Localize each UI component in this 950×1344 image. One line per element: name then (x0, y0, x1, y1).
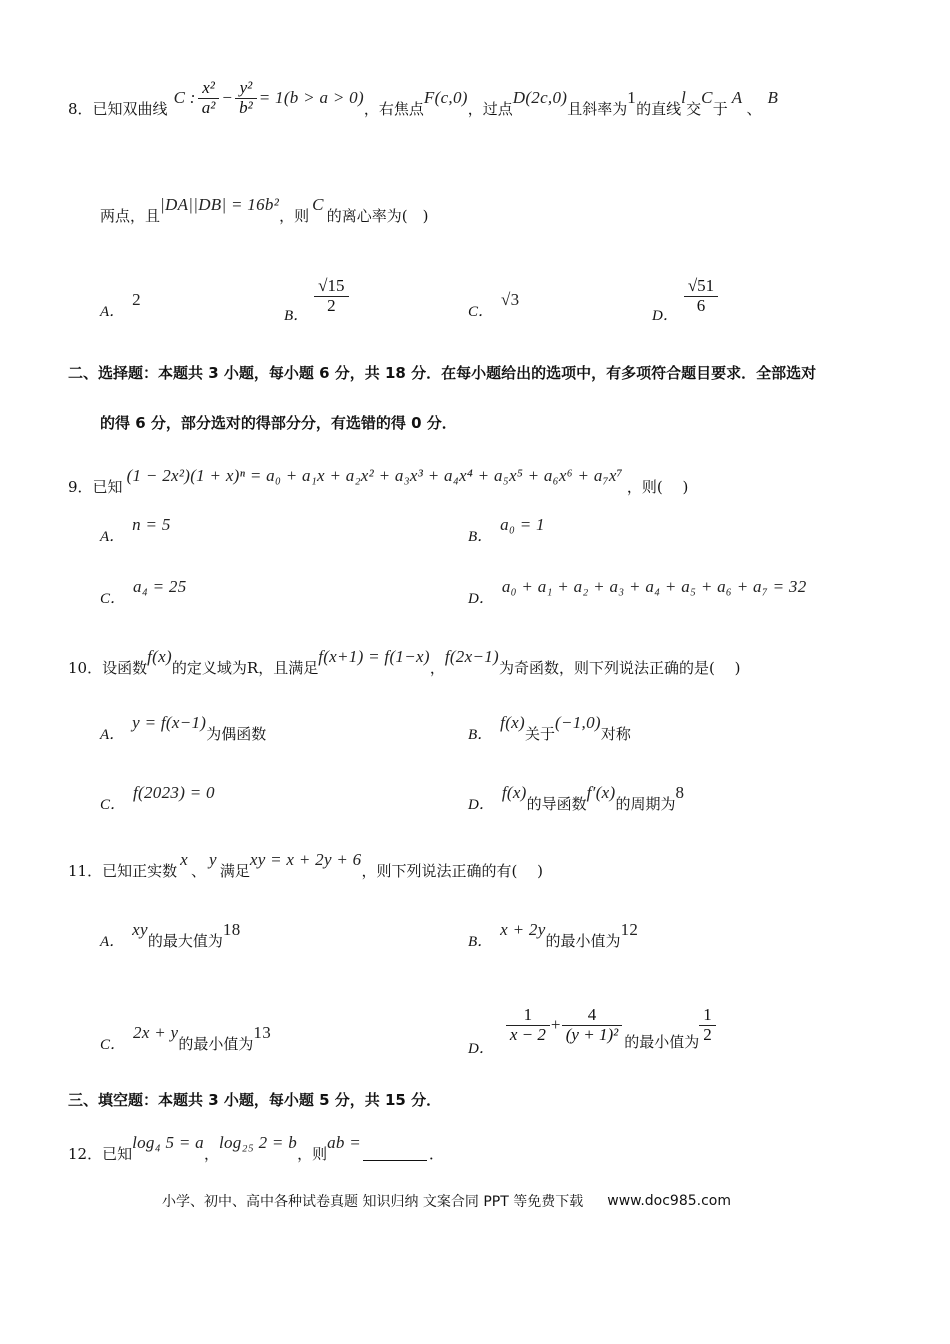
option-label: B． (468, 933, 493, 950)
q8-option-b[interactable] (284, 266, 347, 326)
option-label: C． (100, 1036, 126, 1053)
q11-text: 、 (190, 861, 206, 880)
q12-stem (68, 1133, 445, 1168)
option-label: D． (468, 590, 494, 607)
q12-text: 已知 (102, 1144, 133, 1163)
q12-text: ． (429, 1144, 445, 1163)
option-text: 的导函数 (526, 794, 587, 813)
q8-eq-frac2-den: b² (239, 97, 253, 117)
q8-hyperbola-eq (174, 79, 364, 117)
q8-question: 的离心率为( ) (326, 206, 429, 225)
option-math: f′(x) (586, 783, 616, 802)
option-math: 13 (253, 1023, 272, 1042)
q8-curve-c: C (701, 88, 713, 107)
option-label: B． (284, 307, 309, 324)
q11-math: y (208, 850, 217, 869)
q8-text: 已知双曲线 (92, 99, 168, 118)
section2-line1: 二、选择题：本题共 3 小题，每小题 6 分，共 18 分．在每小题给出的选项中，有多项符合题目要求．全部选对 (68, 363, 817, 382)
option-value: a₀ + a₁ + a₂ + a₃ + a₄ + a₅ + a₆ + a₇ = 32 (501, 577, 807, 596)
q8-option-a[interactable] (100, 290, 141, 330)
option-text: 对称 (600, 724, 631, 743)
fraction-num: √15 (318, 275, 345, 295)
fraction-den: x − 2 (509, 1024, 546, 1044)
option-math: f(2023) = 0 (133, 783, 215, 802)
option-text: 的周期为 (615, 794, 676, 813)
q11-option-c[interactable] (100, 1023, 272, 1058)
section2-heading (68, 360, 816, 384)
q8-slope: 1 (627, 88, 637, 107)
option-math: f(x) (501, 783, 527, 802)
q9-expansion-eq: (1 − 2x²)(1 + x)ⁿ = a₀ + a₁x + a₂x² + a₃x³ + a₄x⁴ + a₅x⁵ + a₆x⁶ + a₇x⁷ (126, 466, 623, 485)
option-math: + (550, 1015, 561, 1034)
option-label: B． (468, 528, 493, 545)
option-label: C． (468, 303, 494, 320)
option-fraction (686, 277, 716, 315)
q9-stem (68, 468, 688, 504)
option-math: xy (132, 920, 148, 939)
q11-question: ，则下列说法正确的有( ) (361, 861, 543, 880)
option-math: 12 (620, 920, 639, 939)
option-text: 关于 (524, 724, 555, 743)
option-label: A． (100, 303, 125, 320)
q8-text: 且斜率为 (567, 99, 628, 118)
q8-text: 交 (686, 99, 702, 118)
section2-line2: 的得 6 分，部分选对的得部分分，有选错的得 0 分． (100, 413, 457, 432)
q9-question: ，则( ) (626, 477, 689, 496)
q11-number: 11． (68, 861, 103, 880)
fraction-den: 2 (327, 295, 336, 315)
q8-text: ，过点 (467, 99, 513, 118)
q8-line1 (68, 78, 778, 138)
fraction-den: 6 (696, 295, 706, 315)
q8-point-a: A (731, 88, 743, 107)
q11-option-a[interactable] (100, 920, 241, 955)
q10-option-a[interactable] (100, 713, 267, 748)
q10-option-c[interactable] (100, 783, 215, 818)
q8-eq-frac1-num: x² (202, 77, 215, 97)
option-label: A． (100, 726, 125, 743)
fraction-den: (y + 1)² (565, 1024, 619, 1044)
option-value: a₄ = 25 (133, 577, 187, 596)
q10-text: 的定义域为R，且满足 (171, 658, 319, 677)
q8-eq-rhs: = 1(b > a > 0) (258, 88, 364, 107)
q12-math: log₄ 5 = a (132, 1133, 204, 1152)
q10-text: ， (429, 658, 445, 677)
q8-eq-frac2 (237, 79, 255, 117)
answer-blank[interactable] (363, 1146, 427, 1161)
q8-text: 于 (712, 99, 728, 118)
q10-question: 为奇函数，则下列说法正确的是( ) (499, 658, 741, 677)
option-math: x + 2y (500, 920, 546, 939)
q10-text: 设函数 (102, 658, 148, 677)
option-text: 的最小值为 (545, 931, 621, 950)
q9-option-c[interactable] (100, 577, 187, 612)
section2-heading-cont (100, 410, 457, 434)
q8-point-b: B (767, 88, 779, 107)
option-label: D． (468, 1040, 494, 1057)
q11-text: 满足 (219, 861, 250, 880)
q8-text: 两点，且 (100, 206, 161, 225)
q12-math: ab = (327, 1133, 361, 1152)
section3-text: 三、填空题：本题共 3 小题，每小题 5 分，共 15 分． (68, 1090, 442, 1109)
q8-focus: F(c,0) (423, 88, 468, 107)
q8-product-condition: |DA||DB| = 16b² (160, 195, 280, 214)
option-label: C． (100, 796, 126, 813)
option-value: a₀ = 1 (500, 515, 545, 534)
q10-number: 10． (68, 658, 103, 677)
q8-eq-frac1-den: a² (201, 97, 216, 117)
option-fraction (701, 1006, 714, 1044)
q8-curve-c: C (312, 195, 324, 214)
footer-text: 小学、初中、高中各种试卷真题 知识归纳 文案合同 PPT 等免费下载 (162, 1194, 584, 1210)
fraction-num: 4 (587, 1004, 597, 1024)
q8-number: 8． (68, 99, 93, 118)
option-label: C． (100, 590, 126, 607)
option-math: 18 (222, 920, 241, 939)
fraction-num: √51 (687, 275, 715, 295)
q8-text: ，则 (279, 206, 310, 225)
q9-option-d[interactable] (468, 577, 807, 612)
q10-option-d[interactable] (468, 783, 685, 818)
q8-option-c[interactable] (468, 290, 519, 330)
q10-stem (68, 647, 741, 684)
option-text: 的最小值为 (178, 1034, 254, 1053)
option-label: A． (100, 528, 125, 545)
option-text: 为偶函数 (206, 724, 267, 743)
option-text: 的最小值为 (624, 1032, 700, 1051)
q8-line2 (100, 195, 429, 230)
option-label: B． (468, 726, 493, 743)
option-math: 8 (675, 783, 685, 802)
q10-math: f(x+1) = f(1−x) (318, 647, 430, 666)
section3-heading (68, 1087, 441, 1111)
fraction-num: 1 (523, 1004, 533, 1024)
q8-text: 的直线 (636, 99, 682, 118)
option-fraction (508, 1006, 548, 1044)
q12-text: ， (203, 1144, 219, 1163)
q8-eq-lhs: C : (173, 88, 196, 107)
q12-number: 12． (68, 1144, 103, 1163)
q12-text: ，则 (297, 1144, 328, 1163)
option-label: A． (100, 933, 125, 950)
q8-text: ，右焦点 (363, 99, 424, 118)
option-fraction (564, 1006, 620, 1044)
option-math: y = f(x−1) (132, 713, 207, 732)
q10-math: f(2x−1) (444, 647, 499, 666)
q8-point-d: D(2c,0) (512, 88, 568, 107)
q9-text: 已知 (92, 477, 123, 496)
q10-option-b[interactable] (468, 713, 631, 748)
q9-number: 9． (68, 477, 93, 496)
option-value: √3 (501, 290, 520, 309)
option-math: 2x + y (133, 1023, 179, 1042)
q8-line-l: l (681, 88, 687, 107)
q8-eq-frac2-num: y² (239, 77, 253, 97)
q12-math: log₂₅ 2 = b (218, 1133, 298, 1152)
option-value: n = 5 (132, 515, 171, 534)
option-label: D． (652, 307, 678, 324)
q11-option-b[interactable] (468, 920, 639, 955)
q9-option-a[interactable] (100, 515, 171, 550)
page-footer (162, 1190, 731, 1212)
option-text: 的最大值为 (147, 931, 223, 950)
q11-text: 已知正实数 (102, 861, 178, 880)
q11-stem (68, 850, 543, 885)
q10-math: f(x) (147, 647, 172, 666)
q11-option-d[interactable] (468, 990, 714, 1060)
q11-math: x (180, 850, 188, 869)
q8-text: 、 (746, 99, 762, 118)
option-value: 2 (132, 290, 141, 309)
option-math: (−1,0) (554, 713, 601, 732)
option-label: D． (468, 796, 494, 813)
q8-option-d[interactable] (652, 266, 716, 326)
fraction-num: 1 (703, 1004, 712, 1024)
footer-url[interactable]: www.doc985.com (607, 1193, 731, 1209)
q8-eq-minus: − (221, 88, 234, 107)
fraction-den: 2 (703, 1024, 712, 1044)
q9-option-b[interactable] (468, 515, 545, 550)
option-fraction (316, 277, 346, 315)
q8-eq-frac1 (200, 79, 218, 117)
q11-math: xy = x + 2y + 6 (249, 850, 362, 869)
option-math: f(x) (500, 713, 525, 732)
